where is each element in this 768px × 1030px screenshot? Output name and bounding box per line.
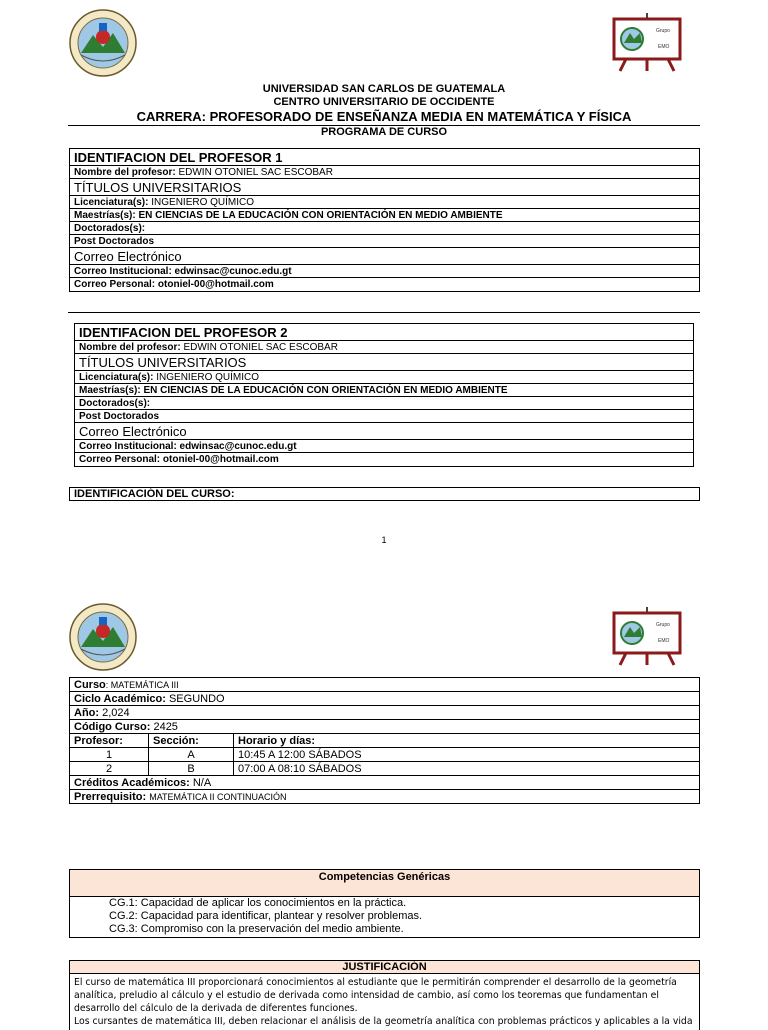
competencia-item: CG.3: Compromiso con la preservación del medio ambiente. bbox=[109, 923, 404, 935]
university-seal-2 bbox=[69, 603, 137, 676]
competencias-heading: Competencias Genéricas bbox=[70, 870, 699, 897]
schedule-profesor: 2 bbox=[70, 762, 149, 776]
course-name-row bbox=[70, 678, 700, 692]
logo-text-grupo: Grupo bbox=[656, 622, 670, 628]
competencia-item: CG.2: Capacidad para identificar, plantear y resolver problemas. bbox=[109, 910, 423, 922]
doctorados-row: Doctorados(s): bbox=[75, 397, 693, 410]
col-horario: Horario y días: bbox=[234, 734, 700, 748]
professor-2-heading: IDENTIFACION DEL PROFESOR 2 bbox=[75, 324, 693, 341]
logo-text-grupo: Grupo bbox=[656, 28, 670, 34]
licenciatura-row bbox=[70, 196, 699, 209]
schedule-row bbox=[70, 762, 700, 776]
schedule-horario: 10:45 A 12:00 SÁBADOS bbox=[234, 748, 700, 762]
personal-email: Correo Personal: otoniel-00@hotmail.com bbox=[79, 454, 279, 465]
career-title: CARRERA: PROFESORADO DE ENSEÑANZA MEDIA EN MATEMÁTICA Y FÍSICA bbox=[136, 109, 632, 124]
postdoc-row: Post Doctorados bbox=[70, 235, 699, 248]
schedule-row bbox=[70, 748, 700, 762]
codigo-row bbox=[70, 720, 700, 734]
center-name: CENTRO UNIVERSITARIO DE OCCIDENTE bbox=[273, 96, 495, 108]
postdoc-row: Post Doctorados bbox=[75, 410, 693, 423]
justificacion-paragraph: El curso de matemática III proporcionará conocimientos al estudiante que le permitirán comprender el desarrollo de la geometría analítica, preludio al cálculo y el estudio de derivada como intensidad de cambio, así como los teoremas que fundamentan el desarrollo del cálculo de la derivada de diferentes funciones. bbox=[74, 977, 677, 1014]
curso-value: : MATEMÁTICA III bbox=[105, 679, 179, 690]
titles-heading: TÍTULOS UNIVERSITARIOS bbox=[70, 179, 699, 196]
professor-1-heading: IDENTIFACION DEL PROFESOR 1 bbox=[70, 149, 699, 166]
lic-value: INGENIERO QUÍMICO bbox=[156, 372, 260, 383]
professor-2-box bbox=[74, 323, 694, 467]
competencia-item: CG.1: Capacidad de aplicar los conocimientos en la práctica. bbox=[109, 897, 407, 909]
curso-label: Curso bbox=[74, 678, 106, 691]
university-seal bbox=[69, 9, 137, 82]
personal-email: Correo Personal: otoniel-00@hotmail.com bbox=[74, 279, 274, 290]
competencias-box bbox=[69, 869, 700, 938]
justificacion-text bbox=[70, 974, 699, 1028]
section-divider bbox=[68, 312, 700, 313]
professor-1-name-row bbox=[70, 166, 699, 179]
justificacion-heading: JUSTIFICACIÓN bbox=[70, 961, 699, 974]
course-id-heading bbox=[69, 487, 700, 501]
name-label: Nombre del profesor: bbox=[79, 342, 181, 353]
page-number: 1 bbox=[381, 535, 387, 545]
lic-label: Licenciatura(s): bbox=[79, 372, 154, 383]
logo-text-emo: EMO bbox=[658, 638, 670, 644]
lic-label: Licenciatura(s): bbox=[74, 197, 149, 208]
creditos-label: Créditos Académicos: bbox=[74, 776, 190, 789]
schedule-profesor: 1 bbox=[70, 748, 149, 762]
university-name: UNIVERSIDAD SAN CARLOS DE GUATEMALA bbox=[262, 83, 506, 95]
creditos-row bbox=[70, 776, 700, 790]
anio-row bbox=[70, 706, 700, 720]
schedule-horario: 07:00 A 08:10 SÁBADOS bbox=[234, 762, 700, 776]
titles-heading: TÍTULOS UNIVERSITARIOS bbox=[75, 354, 693, 371]
email-heading: Correo Electrónico bbox=[70, 248, 699, 265]
justificacion-box bbox=[69, 960, 700, 1030]
col-seccion: Sección: bbox=[149, 734, 234, 748]
lic-value: INGENIERO QUÍMICO bbox=[151, 197, 255, 208]
professor-1-box bbox=[69, 148, 700, 292]
course-id-heading-text: IDENTIFICACIÓN DEL CURSO: bbox=[74, 488, 235, 500]
program-logo-2 bbox=[612, 605, 682, 672]
creditos-value: N/A bbox=[192, 776, 212, 789]
institutional-email: Correo Institucional: edwinsac@cunoc.edu.gt bbox=[75, 440, 693, 453]
ciclo-value: SEGUNDO bbox=[168, 692, 225, 705]
prerrequisito-row bbox=[70, 790, 700, 804]
professor-2-name: EDWIN OTONIEL SAC ESCOBAR bbox=[183, 342, 338, 353]
institutional-email: Correo Institucional: edwinsac@cunoc.edu.gt bbox=[70, 265, 699, 278]
doctorados-row: Doctorados(s): bbox=[70, 222, 699, 235]
maestria-row: Maestrías(s): EN CIENCIAS DE LA EDUCACIÓN CON ORIENTACIÓN EN MEDIO AMBIENTE bbox=[75, 384, 693, 397]
competencias-list bbox=[70, 897, 699, 936]
program-title: PROGRAMA DE CURSO bbox=[320, 126, 448, 138]
codigo-value: 2425 bbox=[153, 720, 178, 733]
course-table bbox=[69, 677, 700, 804]
licenciatura-row bbox=[75, 371, 693, 384]
schedule-seccion: A bbox=[149, 748, 234, 762]
professor-2-name-row bbox=[75, 341, 693, 354]
logo-text-emo: EMO bbox=[658, 44, 670, 50]
program-logo bbox=[612, 11, 682, 78]
prereq-label: Prerrequisito: bbox=[74, 790, 147, 803]
email-heading: Correo Electrónico bbox=[75, 423, 693, 440]
maestria-row: Maestrías(s): EN CIENCIAS DE LA EDUCACIÓN CON ORIENTACIÓN EN MEDIO AMBIENTE bbox=[70, 209, 699, 222]
anio-value: 2,024 bbox=[102, 706, 130, 719]
name-label: Nombre del profesor: bbox=[74, 167, 176, 178]
anio-label: Año: bbox=[74, 706, 100, 719]
schedule-header-row bbox=[70, 734, 700, 748]
col-profesor: Profesor: bbox=[70, 734, 149, 748]
justificacion-paragraph: Los cursantes de matemática III, deben relacionar el análisis de la geometría analítica con problemas prácticos y aplicables a la vida bbox=[74, 1016, 693, 1027]
codigo-label: Código Curso: bbox=[74, 720, 151, 733]
ciclo-row bbox=[70, 692, 700, 706]
ciclo-label: Ciclo Académico: bbox=[74, 692, 166, 705]
schedule-seccion: B bbox=[149, 762, 234, 776]
professor-1-name: EDWIN OTONIEL SAC ESCOBAR bbox=[178, 167, 333, 178]
prereq-value: MATEMÁTICA II CONTINUACIÓN bbox=[149, 791, 287, 802]
